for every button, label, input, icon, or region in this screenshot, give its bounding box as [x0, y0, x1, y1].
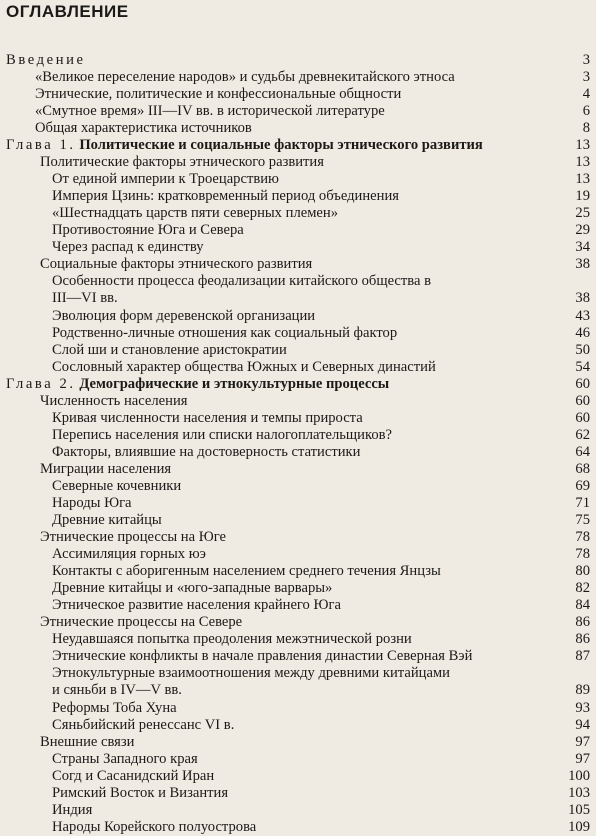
toc-entry-text: Внешние связи	[40, 734, 135, 750]
toc-entry-text: Согд и Сасанидский Иран	[52, 768, 215, 784]
toc-entry-text: Эволюция форм деревенской организации	[52, 308, 316, 324]
toc-entry-title	[52, 359, 436, 376]
toc-entry-text: Этнические конфликты в начале правления династии Северная Вэй	[52, 648, 473, 664]
toc-page-number: 93	[575, 700, 590, 716]
toc-page-number: 4	[582, 86, 590, 102]
toc-entry-title	[35, 86, 401, 103]
toc-entry-text: Социальные факторы этнического развития	[40, 256, 313, 272]
toc-entry-text: Перепись населения или списки налогоплательщиков?	[52, 427, 392, 443]
toc-entry-text: Древние китайцы	[52, 512, 162, 528]
toc-entry-title	[40, 154, 324, 171]
toc-entry-text: Сяньбийский ренессанс VI в.	[52, 717, 235, 733]
toc-entry-title	[52, 308, 315, 325]
toc-entry-text: Этническое развитие населения крайнего Юга	[52, 597, 341, 613]
toc-entry	[0, 648, 596, 665]
toc-page-number: 60	[575, 393, 590, 409]
toc-page-number: 97	[575, 751, 590, 767]
toc-page-number: 80	[575, 563, 590, 579]
toc-entry-text: Общая характеристика источников	[35, 120, 252, 136]
toc-page-number: 78	[575, 546, 590, 562]
toc-entry	[0, 717, 596, 734]
toc-entry	[0, 205, 596, 222]
toc-entry	[0, 52, 596, 69]
toc-entry-text: Особенности процесса феодализации китайского общества в	[52, 273, 431, 289]
toc-page-number: 29	[575, 222, 590, 238]
toc-entry	[0, 546, 596, 563]
toc-entry	[0, 120, 596, 137]
toc-entry-title	[35, 69, 455, 86]
toc-entry-title	[52, 188, 399, 205]
toc-page-number: 54	[575, 359, 590, 375]
toc-entry-title	[52, 700, 177, 717]
toc-entry-title	[52, 768, 214, 785]
toc-page-number: 100	[568, 768, 590, 784]
toc-entry	[0, 410, 596, 427]
toc-entry	[0, 342, 596, 359]
toc-entry	[0, 495, 596, 512]
chapter-label: Глава 1.	[6, 137, 76, 153]
toc-page-number: 50	[575, 342, 590, 358]
toc-entry	[0, 69, 596, 86]
toc-page-number: 13	[575, 137, 590, 153]
toc-entry	[0, 86, 596, 103]
toc-entry	[0, 751, 596, 768]
toc-entry-text: Политические и социальные факторы этнического развития	[79, 137, 483, 153]
toc-page-number: 19	[575, 188, 590, 204]
toc-page-number: 13	[575, 171, 590, 187]
toc-entry-title	[52, 648, 472, 665]
toc-entry-text: «Смутное время» III—IV вв. в исторической литературе	[35, 103, 385, 119]
toc-entry-title	[35, 103, 385, 120]
toc-entry-text: Этнические, политические и конфессиональные общности	[35, 86, 402, 102]
toc-page-number: 86	[575, 631, 590, 647]
toc-entry-text: Древние китайцы и «юго-западные варвары»	[52, 580, 333, 596]
toc-entry-title	[52, 597, 341, 614]
toc-entry	[0, 427, 596, 444]
toc-page-number: 89	[575, 682, 590, 698]
toc-entry-title	[40, 614, 242, 631]
toc-entry-text: Индия	[52, 802, 93, 818]
toc-page-number: 84	[575, 597, 590, 613]
toc-entry-text: Народы Корейского полуострова	[52, 819, 257, 835]
toc-entry-title	[40, 393, 187, 410]
toc-page-number: 34	[575, 239, 590, 255]
toc-entry-text: «Великое переселение народов» и судьбы древнекитайского этноса	[35, 69, 455, 85]
toc-entry-text: и сяньби в IV—V вв.	[52, 682, 182, 698]
toc-entry-title	[6, 376, 389, 393]
toc-entry-text: Контакты с аборигенным населением среднего течения Янцзы	[52, 563, 441, 579]
toc-page-number: 82	[575, 580, 590, 596]
toc-entry-title	[52, 751, 198, 768]
toc-entry-title	[52, 222, 244, 239]
toc-entry-text: Родственно-личные отношения как социальный фактор	[52, 325, 398, 341]
toc-entry-title	[52, 410, 363, 427]
toc-entry-title	[40, 734, 134, 751]
toc-page-number: 64	[575, 444, 590, 460]
toc-entry	[0, 802, 596, 819]
toc-page-number: 78	[575, 529, 590, 545]
toc-page-number: 86	[575, 614, 590, 630]
toc-entry-title	[52, 512, 162, 529]
toc-entry-title	[52, 495, 132, 512]
toc-entry	[0, 580, 596, 597]
toc-page-number: 103	[568, 785, 590, 801]
toc-entry	[0, 290, 596, 308]
toc-entry-title	[52, 290, 118, 307]
toc-entry	[0, 444, 596, 461]
toc-entry	[0, 325, 596, 342]
toc-entry-text: Неудавшаяся попытка преодоления межэтнической розни	[52, 631, 412, 647]
toc-entry-title	[52, 580, 332, 597]
toc-entry	[0, 631, 596, 648]
toc-entry-title	[52, 444, 360, 461]
toc-entry	[0, 734, 596, 751]
toc-page-number: 75	[575, 512, 590, 528]
toc-entry	[0, 137, 596, 154]
toc-page-number: 43	[575, 308, 590, 324]
toc-page-number: 3	[582, 69, 590, 85]
toc-entry-text: Введение	[6, 52, 86, 68]
toc-entry-title	[52, 631, 412, 648]
chapter-label: Глава 2.	[6, 376, 76, 392]
toc-entry-title	[52, 717, 234, 734]
toc-entry	[0, 597, 596, 614]
toc-entry	[0, 478, 596, 495]
toc-entry-text: От единой империи к Троецарствию	[52, 171, 279, 187]
toc-entry-text: Через распад к единству	[52, 239, 204, 255]
toc-entry-text: Факторы, влиявшие на достоверность статистики	[52, 444, 361, 460]
toc-entry	[0, 819, 596, 836]
toc-entry	[0, 359, 596, 376]
toc-page-number: 87	[575, 648, 590, 664]
toc-entry-title	[52, 478, 181, 495]
toc-entry	[0, 512, 596, 529]
toc-entry-text: Римский Восток и Византия	[52, 785, 229, 801]
toc-page-number: 71	[575, 495, 590, 511]
toc-page-number: 38	[575, 290, 590, 306]
toc-page-number: 46	[575, 325, 590, 341]
toc-entry	[0, 529, 596, 546]
toc-page-number: 8	[582, 120, 590, 136]
toc-entry-text: Этнические процессы на Юге	[40, 529, 226, 545]
toc-entry	[0, 188, 596, 205]
toc-entry-title	[52, 171, 279, 188]
toc-entry	[0, 154, 596, 171]
toc-entry-title	[52, 563, 441, 580]
toc-page-number: 68	[575, 461, 590, 477]
toc-entry	[0, 785, 596, 802]
table-of-contents	[0, 52, 596, 836]
toc-entry	[0, 103, 596, 120]
toc-page-number: 13	[575, 154, 590, 170]
toc-entry-text: Народы Юга	[52, 495, 132, 511]
toc-page-number: 69	[575, 478, 590, 494]
toc-entry	[0, 239, 596, 256]
toc-page-number: 3	[582, 52, 590, 68]
toc-entry-title	[52, 239, 204, 256]
toc-page-number: 60	[575, 410, 590, 426]
toc-page-number: 109	[568, 819, 590, 835]
toc-entry-text: Кривая численности населения и темпы прироста	[52, 410, 363, 426]
toc-entry-title	[52, 785, 228, 802]
toc-page-number: 6	[582, 103, 590, 119]
toc-entry-title	[52, 819, 256, 836]
toc-entry-title	[6, 52, 86, 69]
toc-entry-title	[52, 273, 431, 290]
toc-entry-text: Политические факторы этнического развития	[40, 154, 324, 170]
toc-entry	[0, 563, 596, 580]
toc-entry-title	[52, 427, 392, 444]
toc-entry	[0, 461, 596, 478]
toc-page-number: 25	[575, 205, 590, 221]
toc-entry-text: Северные кочевники	[52, 478, 182, 494]
toc-entry-title	[40, 529, 226, 546]
toc-entry-text: Миграции населения	[40, 461, 172, 477]
toc-page-number: 94	[575, 717, 590, 733]
toc-entry-title	[35, 120, 252, 137]
toc-entry	[0, 222, 596, 239]
toc-page-number: 105	[568, 802, 590, 818]
toc-entry-title	[40, 256, 312, 273]
toc-entry-text: Реформы Тоба Хуна	[52, 700, 177, 716]
toc-entry-title	[52, 546, 206, 563]
toc-entry-text: Демографические и этнокультурные процессы	[79, 376, 390, 392]
toc-entry-title	[40, 461, 171, 478]
toc-entry	[0, 376, 596, 393]
toc-page-number: 97	[575, 734, 590, 750]
page-title: ОГЛАВЛЕНИЕ	[6, 2, 129, 21]
toc-entry-text: Слой ши и становление аристократии	[52, 342, 287, 358]
toc-entry-title	[52, 205, 338, 222]
toc-entry	[0, 171, 596, 188]
toc-entry-title	[52, 682, 182, 699]
toc-entry	[0, 256, 596, 273]
toc-entry-text: Этнические процессы на Севере	[40, 614, 243, 630]
toc-entry	[0, 682, 596, 700]
toc-entry-title	[6, 137, 483, 154]
toc-entry-text: Ассимиляция горных юэ	[52, 546, 206, 562]
toc-entry-text: Численность населения	[40, 393, 188, 409]
toc-page-number: 38	[575, 256, 590, 272]
toc-entry	[0, 665, 596, 682]
toc-page-number: 60	[575, 376, 590, 392]
toc-entry-text: Этнокультурные взаимоотношения между древними китайцами	[52, 665, 450, 681]
toc-entry	[0, 393, 596, 410]
toc-entry	[0, 768, 596, 785]
toc-entry-text: «Шестнадцать царств пяти северных племен»	[52, 205, 339, 221]
toc-entry-title	[52, 342, 287, 359]
toc-entry-text: Страны Западного края	[52, 751, 198, 767]
toc-page-number: 62	[575, 427, 590, 443]
toc-entry-text: III—VI вв.	[52, 290, 118, 306]
toc-entry-title	[52, 325, 397, 342]
toc-entry	[0, 308, 596, 325]
toc-entry-text: Противостояние Юга и Севера	[52, 222, 244, 238]
toc-entry-title	[52, 665, 450, 682]
toc-entry	[0, 700, 596, 717]
toc-entry-title	[52, 802, 92, 819]
toc-entry-text: Сословный характер общества Южных и Северных династий	[52, 359, 436, 375]
toc-entry	[0, 273, 596, 290]
toc-entry	[0, 614, 596, 631]
toc-entry-text: Империя Цзинь: кратковременный период объединения	[52, 188, 399, 204]
